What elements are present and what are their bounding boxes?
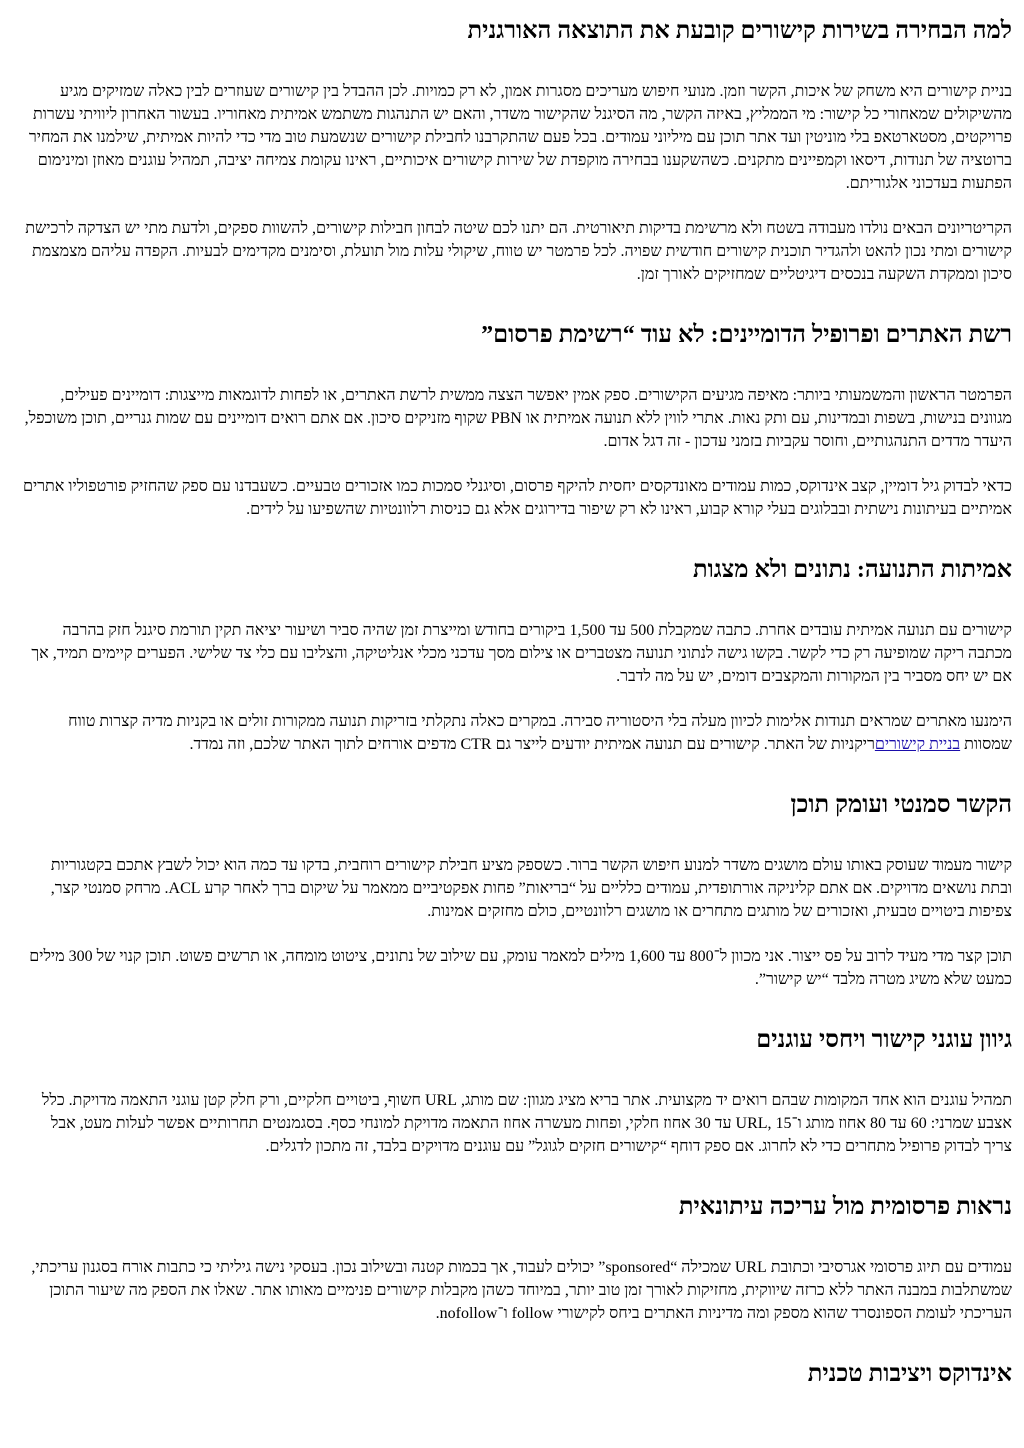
section-heading: גיוון עוגני קישור ויחסי עוגנים xyxy=(756,1027,1012,1053)
link-building-link[interactable]: בניית קישורים xyxy=(874,736,961,753)
paragraph-text: הימנעו מאתרים שמראים תנודות אלימות לכיוון מעלה בלי היסטוריה סבירה. במקרים כאלה נתקלתי בזריקות תנועה ממקורות זולים או בקניות מדיה קצרות טווח שמסוות xyxy=(68,713,1012,753)
paragraph: כדאי לבדוק גיל דומיין, קצב אינדוקס, כמות עמודים מאונדקסים יחסית להיקף פרסום, וסיגנלי סמכות כמו אזכורים טבעיים. כשעבדנו עם ספק שהחזיק פורטפוליו אתרים אמיתיים בעיתונות נישתית ובבלוגים בעלי קורא קבוע, ראינו לא רק שיפור בדירוגים אלא גם כניסות רלוונטיות שהשפיעו על לידים. xyxy=(22,478,1012,518)
section-heading: אינדוקס ויציבות טכנית xyxy=(807,1361,1012,1387)
paragraph: הפרמטר הראשון והמשמעותי ביותר: מאיפה מגיעים הקישורים. ספק אמין יאפשר הצצה ממשית לרשת האתרים, או לפחות לדוגמאות מייצגות: דומיינים פעילים, מגוונים בנישות, בשפות ובמדינות, עם ותק נאות. אתרי לווין ללא תנועה אמיתית או PBN שקוף מזניקים סיכון. אם אתם רואים דומיינים עם שמות גנריים, תוכן משוכפל, היעדר מדדים התנהגותיים, וחוסר עקביות בזמני עדכון - זה דגל אדום. xyxy=(24,387,1012,450)
section-heading: למה הבחירה בשירות קישורים קובעת את התוצאה האורגנית xyxy=(467,18,1012,44)
section-heading: נראות פרסומית מול עריכה עיתונאית xyxy=(678,1194,1012,1220)
paragraph: הקריטריונים הבאים נולדו מעבודה בשטח ולא מרשימת בדיקות תיאורטית. הם יתנו לכם שיטה לבחון חבילות קישורים, להשוות ספקים, ולדעת מתי יש הצדקה לרכישת קישורים ומתי נכון להאט ולהגדיר תוכנית קישורים חודשית שפויה. לכל פרמטר יש טווח, שיקולי עלות מול תועלת, וסימנים מקדימים לבעיות. הקפדה עליהם מצמצמת סיכון וממקדת השקעה בנכסים דיגיטליים שמחזיקים לאורך זמן. xyxy=(25,220,1012,283)
section-heading: אמיתות התנועה: נתונים ולא מצגות xyxy=(692,557,1012,583)
paragraph: קישורים עם תנועה אמיתית עובדים אחרת. כתבה שמקבלת 500 עד 1,500 ביקורים בחודש ומייצרת זמן שהיה סביר ושיעור יציאה תקין תורמת סיגנל חזק בהרבה מכתבה ריקה שמופיעה רק כדי לקשר. בקשו גישה לנתוני תנועה מצטברים או צילום מסך עדכני מכלי אנליטיקה, והצליבו עם כלי צד שלישי. הפערים קיימים תמיד, אך אם יש יחס מסביר בין המקורות והמקצבים דומים, יש על מה לדבר. xyxy=(31,622,1012,685)
paragraph-text: ריקניות של האתר. קישורים עם תנועה אמיתית יודעים לייצר גם CTR מדפים אורחים לתוך האתר שלכם, וזה נמדד. xyxy=(189,736,875,753)
paragraph: תוכן קצר מדי מעיד לרוב על פס ייצור. אני מכוון ל־800 עד 1,600 מילים למאמר עומק, עם שילוב של נתונים, ציטוט מומחה, או תרשים פשוט. תוכן קנוי של 300 מילים כמעט שלא משיג מטרה מלבד “יש קישור”. xyxy=(29,948,1012,988)
paragraph-with-link xyxy=(20,710,1012,756)
paragraph: תמהיל עוגנים הוא אחד המקומות שבהם רואים יד מקצועית. אתר בריא מציג מגוון: שם מותג, URL חשוף, ביטויים חלקיים, ורק חלק קטן עוגני התאמה מדויקת. כלל אצבע שמרני: 60 עד 80 אחוז מותג ו־URL, 15 עד 30 אחוז חלקי, ופחות מעשרה אחוז התאמה מדויקת למונחי כסף. בסגמנטים תחרותיים אפשר לעלות מעט, אבל צריך לבדוק פרופיל מתחרים כדי לא לחרוג. אם ספק דוחף “קישורים חזקים לגוגל” עם עוגנים מדויקים בלבד, זה מתכון לדגלים. xyxy=(41,1092,1012,1155)
section-heading: רשת האתרים ופרופיל הדומיינים: לא עוד “רשימת פרסום” xyxy=(481,322,1012,348)
paragraph: עמודים עם תיוג פרסומי אגרסיבי וכתובת URL שמכילה “sponsored” יכולים לעבוד, אך בכמות קטנה ובשילוב נכון. בעסקי נישה גיליתי כי כתבות אורח בסגנון עריכתי, שמשתלבות במבנה האתר ללא כרזה שיווקית, מחזיקות לאורך זמן טוב יותר, במיוחד כשהן מקבלות קישורים פנימיים מאותו אתר. שאלו את הספק מה שיעור התוכן העריכתי לעומת הספונסרד שהוא מספק ומה מדיניות האתרים ביחס לקישורי follow ו־nofollow. xyxy=(31,1259,1012,1322)
section-heading: הקשר סמנטי ועומק תוכן xyxy=(790,792,1012,818)
paragraph: בניית קישורים היא משחק של איכות, הקשר וזמן. מנועי חיפוש מעריכים מסגרות אמון, לא רק כמויות. לכן ההבדל בין קישורים שעוזרים לבין כאלה שמזיקים מגיע מהשיקולים שמאחורי כל קישור: מי הממליץ, באיזה הקשר, מה הסיגנל שהקישור משדר, והאם יש התנהגות משתמש אמיתית מאחוריו. בעשור האחרון ליוויתי עשרות פרויקטים, מסטארטאפ בלי מוניטין ועד אתר תוכן עם מיליוני עמודים. בכל פעם שהתקרבנו לחבילת קישורים שנשמעת טוב מדי כדי להיות אמיתית, שילמנו את המחיר ברוטציה של תנודות, דיסאו וקמפיינים מתקנים. כשהשקענו בבחירה מוקפדת של שירות קישורים איכותיים, ראינו עקומת צמיחה יציבה, תמהיל עוגנים מאוזן ומינימום הפתעות בעדכוני אלגוריתם. xyxy=(28,83,1012,192)
paragraph: קישור מעמוד שעוסק באותו עולם מושגים משדר למנוע חיפוש הקשר ברור. כשספק מציע חבילת קישורים רוחבית, בדקו עד כמה הוא יכול לשבץ אתכם בקטגוריות ובתת נושאים מדויקים. אם אתם קליניקה אורתופדית, עמודים כלליים על “בריאות” פחות אפקטיביים ממאמר על שיקום ברך לאחר קרע ACL. מרחק סמנטי קצר, צפיפות ביטויים טבעית, ואזכורים של מותגים מתחרים או מושגים רלוונטיים, כולם מחזקים אמינות. xyxy=(50,857,1012,920)
